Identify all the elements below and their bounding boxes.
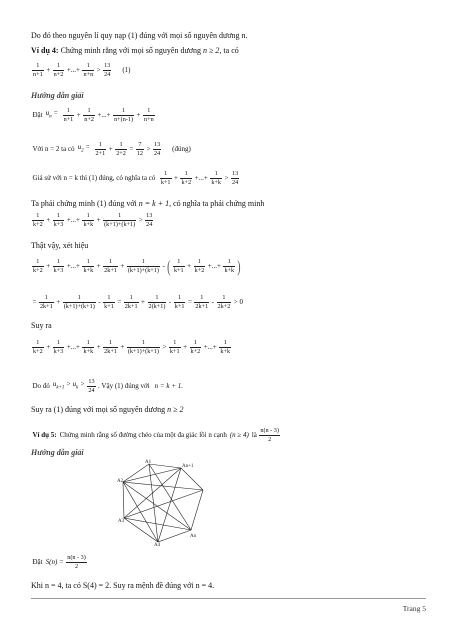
equation-tag: (1): [122, 66, 131, 74]
frac: $\frac{1}{n+2}$: [53, 62, 64, 78]
guide-heading-5: Hướng dẫn giải: [31, 448, 84, 457]
polygon-diagram: [118, 460, 228, 546]
suy-ra-label: Suy ra: [31, 321, 52, 330]
label-a3: A3: [118, 519, 125, 524]
define-un: Đặt $u_n$ = $\frac{1}{n+1}$ + $\frac{1}{n+2}$ +...+ $\frac{1}{n+(n-1)}$ + $\frac{1}{n+n}$: [32, 107, 154, 123]
example-4-statement: [31, 45, 239, 56]
define-sn: Đặt S(n) = $\frac{n(n - 3)}{2}$: [32, 554, 86, 570]
guide-heading-4: Hướng dẫn giải: [31, 91, 84, 100]
example-4-label: Ví dụ 4:: [31, 46, 59, 55]
induction-hypothesis: Giả sử với n = k thì (1) đúng, có nghĩa ta có $\frac{1}{k+1}$ + $\frac{1}{k+2}$ +...+ $\frac{1}{k+k}$ > $\frac{13}{24}$: [32, 170, 239, 186]
base-case-5: Khi n = 4, ta có S(4) = 2. Suy ra mệnh đề đúng với n = 4.: [31, 581, 215, 590]
footer-divider: [31, 598, 426, 599]
inequality-1: $\frac{1}{n+1}$ + $\frac{1}{n+2}$ +...+ $\frac{1}{n+n}$ > $\frac{13}{24}$ (1): [33, 62, 131, 78]
label-a1: A1: [145, 460, 152, 465]
check-line: Thật vậy, xét hiệu: [31, 241, 89, 250]
label-an: An: [190, 534, 197, 539]
need-prove-line: Ta phải chứng minh (1) đúng với n = k + 1, có nghĩa ta phải chứng minh: [31, 199, 265, 208]
need-prove-ineq: $\frac{1}{k+2}$ + $\frac{1}{k+3}$ +...+ $\frac{1}{k+k}$ + $\frac{1}{(k+1)+(k+1)}$ > $\frac{13}{24}$: [33, 212, 153, 228]
example-5-statement: Ví dụ 5: Chứng minh rằng số đường chéo của một đa giác lồi n cạnh (n ≥ 4) là $\frac{n(n - 3)}{2}$: [32, 427, 279, 443]
example-4-cond: n ≥ 2,: [203, 46, 222, 55]
example-5-label: Ví dụ 5:: [32, 431, 57, 439]
label-an1: An+1: [182, 464, 194, 469]
base-case: Với n = 2 ta có $u_2$ = $\frac{1}{2+1}$ + $\frac{1}{2+2}$ = $\frac{7}{12}$ > $\frac{13}{24}$ (đúng): [32, 141, 191, 157]
difference-simplified: = $\frac{1}{2k+1}$ + $\frac{1}{(k+1)+(k+1)}$ - $\frac{1}{k+1}$ = $\frac{1}{2k+1}$ + $\frac{1}{2(k+1)}$ - $\frac{1}{k+1}$ = $\frac{1}{2k+1}$ - $\frac{1}{2k+2}$ > 0: [32, 294, 243, 310]
example-4-text: Chứng minh rằng với mọi số nguyên dương: [60, 46, 202, 55]
final-line-4: Suy ra (1) đúng với mọi số nguyên dương n ≥ 2: [31, 405, 184, 414]
conclusion-line: Do đó $u_{k+1} > u_k$ > $\frac{13}{24}$ . Vậy (1) đúng với n = k + 1.: [32, 378, 183, 394]
page-number: Trang 5: [402, 604, 426, 613]
intro-line: Do đó theo nguyên lí quy nạp (1) đúng với mọi số nguyên dương n.: [31, 31, 248, 40]
frac: $\frac{1}{n+n}$: [83, 62, 94, 78]
example-4-tail: ta có: [223, 46, 239, 55]
label-a4: A4: [154, 543, 161, 548]
suy-ra-ineq: $\frac{1}{k+2}$ + $\frac{1}{k+3}$ +...+ $\frac{1}{k+k}$ + $\frac{1}{2k+1}$ + $\frac{1}{(k+1)+(k+1)}$ > $\frac{1}{k+1}$ + $\frac{1}{k+2}$ +...+ $\frac{1}{k+k}$: [33, 339, 231, 355]
frac: $\frac{13}{24}$: [104, 62, 111, 78]
frac: $\frac{1}{n+1}$: [33, 62, 43, 78]
label-a2: A2: [117, 479, 124, 484]
difference-expression: $\frac{1}{k+2}$ + $\frac{1}{k+3}$ +...+ $\frac{1}{k+k}$ + $\frac{1}{2k+1}$ + $\frac{1}{(k+1)+(k+1)}$ - ( $\frac{1}{k+1}$ + $\frac{1}{k+2}$ +...+ $\frac{1}{k+k}$ ): [33, 257, 241, 276]
